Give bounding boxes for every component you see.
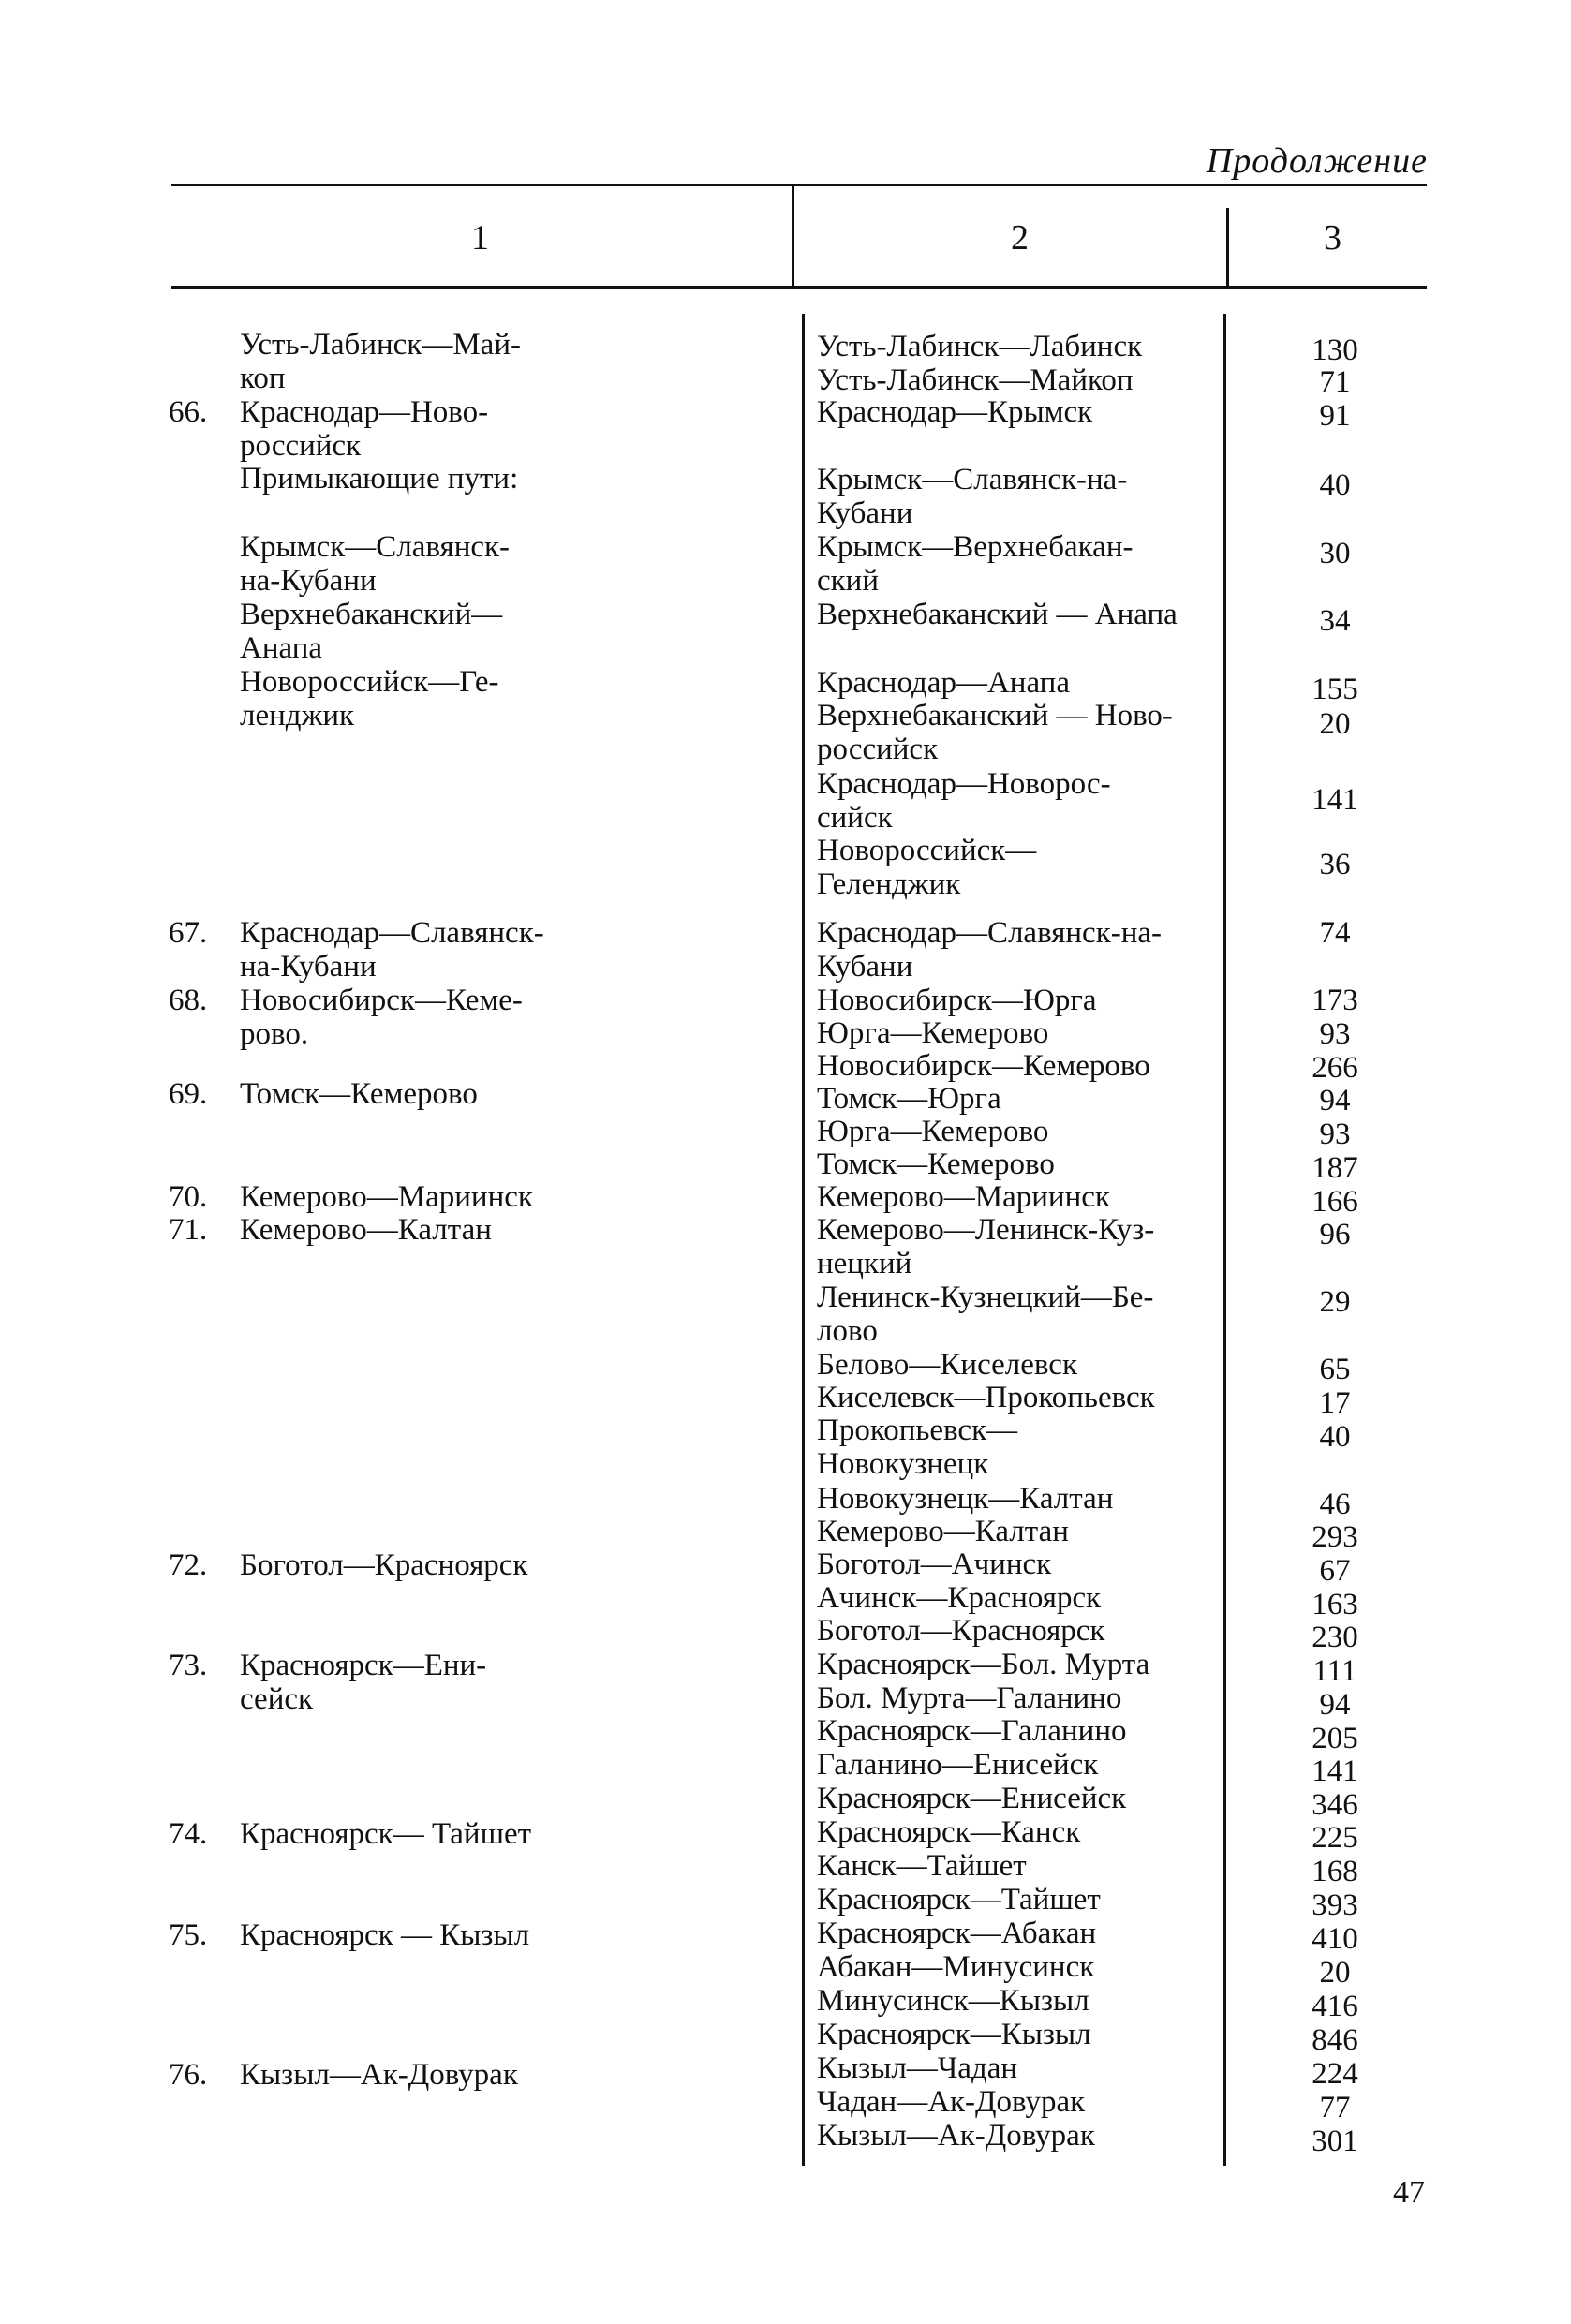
segment-name: Усть-Лабинск—Лабинск [817,330,1143,363]
section-title-continued: Анапа [240,631,323,665]
segment-name: Красноярск—Кызыл [817,2018,1091,2051]
distance-value: 40 [1319,468,1351,502]
section-entry [169,598,787,665]
distance-value: 224 [1312,2057,1358,2091]
distance-value: 77 [1319,2091,1351,2124]
segment-name: Галанино—Енисейск [817,1748,1099,1782]
segment-cell [817,1482,1220,1516]
top-rule [171,184,1427,186]
segment-name: Юрга—Кемерово [817,1016,1049,1050]
distance-value: 293 [1312,1520,1358,1554]
column-divider [802,314,805,2166]
section-entry [169,1077,787,1111]
segment-name: Новокузнецк—Калтан [817,1482,1114,1516]
section-entry [169,328,787,395]
segment-cell [817,463,1220,530]
segment-name: Абакан—Минусинск [817,1950,1095,1984]
distance-value: 846 [1312,2023,1358,2057]
distance-value: 46 [1319,1488,1351,1521]
segment-cell [817,699,1220,766]
segment-cell [817,1016,1220,1050]
column-header-3: 3 [1324,218,1341,258]
segment-name: Ленинск-Кузнецкий—Бе- [817,1280,1154,1314]
segment-cell [817,330,1220,363]
section-number: 73. [169,1649,208,1682]
segment-name: Прокопьевск— [817,1414,1018,1447]
distance-value: 30 [1319,537,1351,570]
segment-cell [817,767,1220,835]
segment-name: Краснодар—Анапа [817,666,1070,700]
section-title: Верхнебаканский— [240,598,503,631]
section-entry [169,1548,787,1582]
section-title: Крымск—Славянск- [240,530,511,564]
distance-value: 91 [1319,399,1351,433]
section-title: Новороссийск—Ге- [240,665,499,699]
segment-cell [817,2119,1220,2153]
segment-name: Ачинск—Красноярск [817,1581,1102,1615]
segment-cell [817,1917,1220,1950]
segment-cell [817,1782,1220,1815]
segment-cell [817,1748,1220,1782]
segment-name-continued: Новокузнецк [817,1447,989,1481]
segment-name-continued: российск [817,733,939,766]
segment-cell [817,2085,1220,2119]
segment-name: Минусинск—Кызыл [817,1984,1089,2018]
section-number: 74. [169,1817,208,1851]
section-title-continued: рово. [240,1017,309,1051]
segment-cell [817,1115,1220,1148]
distance-value: 74 [1319,916,1351,950]
section-title-continued: на-Кубани [240,564,377,598]
segment-name: Новосибирск—Кемерово [817,1049,1150,1083]
column-divider [792,185,794,287]
segment-cell [817,1815,1220,1849]
segment-name-continued: сийск [817,801,893,835]
segment-name: Усть-Лабинск—Майкоп [817,363,1134,397]
section-number: 67. [169,916,208,950]
segment-cell [817,666,1220,700]
segment-cell [817,1049,1220,1083]
section-entry [169,1180,787,1214]
segment-cell [817,2051,1220,2085]
distance-value: 230 [1312,1621,1358,1654]
segment-cell [817,2018,1220,2051]
distance-value: 163 [1312,1588,1358,1621]
section-title: Красноярск — Кызыл [240,1918,530,1952]
section-number: 70. [169,1180,208,1214]
section-title-continued: ленджик [240,699,355,733]
segment-name: Томск—Кемерово [817,1147,1055,1181]
segment-cell [817,1714,1220,1748]
segment-name: Кемерово—Калтан [817,1515,1069,1548]
segment-cell [817,1213,1220,1280]
distance-value: 96 [1319,1218,1351,1251]
segment-name-continued: ский [817,564,879,598]
column-header-2: 2 [1011,218,1029,258]
column-header-1: 1 [471,218,489,258]
segment-cell [817,1648,1220,1681]
segment-cell [817,1280,1220,1348]
section-entry [169,462,787,496]
distance-value: 155 [1312,673,1358,706]
section-title-continued: коп [240,362,286,395]
segment-name: Кемерово—Ленинск-Куз- [817,1213,1155,1247]
segment-name: Кемерово—Мариинск [817,1180,1110,1214]
section-entry [169,530,787,598]
segment-name-continued: Кубани [817,950,913,984]
distance-value: 36 [1319,848,1351,881]
distance-value: 225 [1312,1821,1358,1855]
segment-cell [817,1082,1220,1116]
segment-name: Крымск—Верхнебакан- [817,530,1134,564]
segment-name: Боготол—Красноярск [817,1614,1105,1648]
section-entry [169,2058,787,2092]
segment-name: Красноярск—Галанино [817,1714,1127,1748]
segment-name-continued: Геленджик [817,867,961,901]
segment-name: Краснодар—Славянск-на- [817,916,1163,950]
segment-name: Верхнебаканский — Ново- [817,699,1173,733]
section-entry [169,916,787,984]
segment-cell [817,1348,1220,1382]
distance-value: 93 [1319,1017,1351,1051]
distance-value: 266 [1312,1051,1358,1085]
segment-name: Краснодар—Крымск [817,395,1093,429]
continuation-label: Продолжение [1206,141,1428,181]
section-title: Боготол—Красноярск [240,1548,528,1582]
section-number: 68. [169,984,208,1017]
segment-name: Красноярск—Канск [817,1815,1081,1849]
segment-cell [817,984,1220,1017]
segment-name: Краснодар—Новорос- [817,767,1111,801]
section-title: Кемерово—Мариинск [240,1180,533,1214]
segment-cell [817,1414,1220,1481]
section-title: Примыкающие пути: [240,462,519,496]
segment-name: Бол. Мурта—Галанино [817,1681,1122,1715]
distance-value: 346 [1312,1788,1358,1822]
segment-cell [817,1381,1220,1414]
section-number: 72. [169,1548,208,1582]
distance-value: 111 [1312,1654,1357,1688]
distance-value: 40 [1319,1420,1351,1454]
segment-cell [817,1547,1220,1581]
segment-name: Киселевск—Прокопьевск [817,1381,1155,1414]
distance-value: 65 [1319,1353,1351,1386]
segment-cell [817,1147,1220,1181]
segment-cell [817,363,1220,397]
distance-value: 17 [1319,1386,1351,1420]
distance-value: 94 [1319,1084,1351,1118]
segment-name: Красноярск—Бол. Мурта [817,1648,1150,1681]
distance-value: 29 [1319,1285,1351,1319]
segment-cell [817,1515,1220,1548]
section-number: 71. [169,1213,208,1247]
section-entry [169,984,787,1051]
segment-name: Чадан—Ак-Довурак [817,2085,1086,2119]
segment-name: Юрга—Кемерово [817,1115,1049,1148]
segment-name: Крымск—Славянск-на- [817,463,1128,496]
distance-value: 94 [1319,1688,1351,1722]
section-title: Томск—Кемерово [240,1077,478,1111]
section-title: Кызыл—Ак-Довурак [240,2058,518,2092]
segment-name: Верхнебаканский — Анапа [817,598,1178,631]
column-divider [1226,208,1229,287]
distance-value: 173 [1312,984,1358,1017]
section-number: 69. [169,1077,208,1111]
section-entry [169,1213,787,1247]
distance-value: 416 [1312,1990,1358,2023]
distance-value: 141 [1312,783,1358,817]
segment-name-continued: Кубани [817,496,913,530]
segment-cell [817,1984,1220,2018]
header-rule [171,286,1427,289]
section-title-continued: российск [240,429,362,463]
section-title: Краснодар—Славянск- [240,916,544,950]
segment-cell [817,834,1220,901]
distance-value: 168 [1312,1855,1358,1888]
distance-value: 20 [1319,707,1351,741]
segment-name-continued: лово [817,1314,878,1348]
distance-value: 93 [1319,1118,1351,1151]
segment-name: Новосибирск—Юрга [817,984,1097,1017]
segment-name: Кызыл—Чадан [817,2051,1018,2085]
segment-name: Красноярск—Енисейск [817,1782,1127,1815]
segment-name: Новороссийск— [817,834,1037,867]
distance-value: 130 [1312,333,1358,367]
distance-value: 205 [1312,1722,1358,1755]
distance-value: 166 [1312,1185,1358,1219]
section-title: Новосибирск—Кеме- [240,984,523,1017]
distance-value: 410 [1312,1922,1358,1956]
distance-value: 393 [1312,1888,1358,1922]
segment-name: Белово—Киселевск [817,1348,1077,1382]
section-title-continued: сейск [240,1682,314,1716]
section-number: 75. [169,1918,208,1952]
segment-name: Боготол—Ачинск [817,1547,1052,1581]
distance-value: 71 [1319,365,1351,399]
segment-name: Томск—Юрга [817,1082,1001,1116]
section-title: Красноярск—Ени- [240,1649,487,1682]
segment-cell [817,1581,1220,1615]
segment-name: Канск—Тайшет [817,1849,1027,1883]
segment-cell [817,1180,1220,1214]
section-title: Усть-Лабинск—Май- [240,328,521,362]
section-number: 76. [169,2058,208,2092]
distance-value: 67 [1319,1554,1351,1588]
section-entry [169,1918,787,1952]
segment-cell [817,395,1220,429]
distance-value: 20 [1319,1956,1351,1990]
segment-cell [817,1849,1220,1883]
section-title: Красноярск— Тайшет [240,1817,532,1851]
segment-cell [817,916,1220,984]
section-title: Краснодар—Ново- [240,395,489,429]
section-entry [169,665,787,733]
segment-cell [817,1950,1220,1984]
distance-value: 187 [1312,1151,1358,1185]
segment-name: Кызыл—Ак-Довурак [817,2119,1095,2153]
segment-cell [817,1681,1220,1715]
page-number: 47 [1393,2175,1425,2210]
distance-value: 34 [1319,604,1351,638]
column-divider [1223,314,1226,2166]
distance-value: 141 [1312,1754,1358,1788]
section-title: Кемерово—Калтан [240,1213,492,1247]
section-entry [169,395,787,463]
section-entry [169,1817,787,1851]
segment-name: Красноярск—Тайшет [817,1883,1101,1917]
segment-cell [817,1614,1220,1648]
segment-cell [817,1883,1220,1917]
section-number: 66. [169,395,208,429]
section-entry [169,1649,787,1716]
distance-value: 301 [1312,2124,1358,2158]
segment-cell [817,598,1220,631]
segment-name-continued: нецкий [817,1247,912,1280]
section-title-continued: на-Кубани [240,950,377,984]
segment-cell [817,530,1220,598]
segment-name: Красноярск—Абакан [817,1917,1097,1950]
